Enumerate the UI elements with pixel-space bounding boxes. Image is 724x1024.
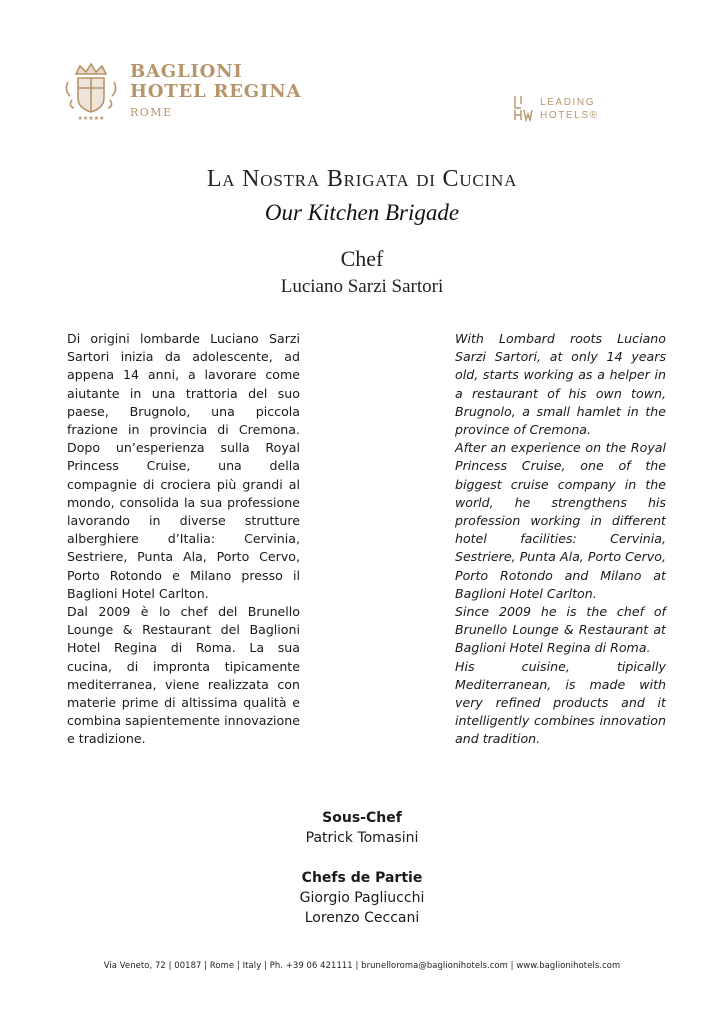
bio-english-paragraph: Since 2009 he is the chef of Brunello Lounge & Restaurant at Baglioni Hotel Regina di Roma. <box>455 604 666 656</box>
page-title-italian: La Nostra Brigata di Cucina <box>206 166 518 192</box>
bio-english-paragraph: His cuisine, tipically Mediterranean, is made with very refined products and it intelligently combines innovation and tradition. <box>455 658 666 747</box>
bio-english-paragraph: With Lombard roots Luciano Sarzi Sartori, at only 14 years old, starts working as a helper in a restaurant of his own town, Brugnolo, a small hamlet in the province of Cremona. <box>455 331 666 438</box>
chef-de-partie-name: Giorgio Pagliucchi <box>299 890 425 906</box>
chefs-de-partie-role: Chefs de Partie <box>301 870 423 886</box>
leading-hotels-icon <box>512 94 534 122</box>
bio-italian-paragraph: Dal 2009 è lo chef del Brunello Lounge & Restaurant del Baglioni Hotel Regina di Roma. La sua cucina, di impronta tipicamente mediterranea, viene realizzata con materie prime di altissima qualità e combina sapientemente innovazione e tradizione. <box>67 604 300 747</box>
footer-contact: Via Veneto, 72 | 00187 | Rome | Italy | Ph. +39 06 421111 | brunelloroma@baglionihotels.com | www.baglionihotels.com <box>103 960 621 970</box>
crest-icon <box>62 60 120 122</box>
brand-hotel: HOTEL REGINA <box>130 81 302 102</box>
baglioni-logo <box>62 58 312 128</box>
brand-text <box>130 62 301 119</box>
leading-hotels-text <box>540 96 599 122</box>
bio-italian-paragraph: Di origini lombarde Luciano Sarzi Sartori inizia da adolescente, ad appena 14 anni, a lavorare come aiutante in una trattoria del suo paese, Brugnolo, una piccola frazione in provincia di Cremona. Dopo un’esperienza sulla Royal Princess Cruise, una della compagnie di crociera più grandi al mondo, consolida la sua professione lavorando in diverse strutture alberghiere d’Italia: Cervinia, Sestriere, Punta Ala, Porto Cervo, Porto Rotondo e Milano presso il Baglioni Hotel Carlton. <box>67 331 300 601</box>
bio-english <box>455 330 666 749</box>
brand-city: ROME <box>130 106 173 119</box>
sous-chef-section <box>0 808 724 848</box>
sous-chef-name: Patrick Tomasini <box>305 830 419 846</box>
page-title-english: Our Kitchen Brigade <box>264 200 460 225</box>
svg-text:★★★★★: ★★★★★ <box>77 115 105 122</box>
sous-chef-role: Sous-Chef <box>322 810 402 826</box>
leading-line2: HOTELS® <box>540 110 599 121</box>
bio-english-paragraph: After an experience on the Royal Princess Cruise, one of the biggest cruise company in the world, he strengthens his profession working in different hotel facilities: Cervinia, Sestriere, Punta Ala, Porto Cervo, Porto Rotondo and Milano at Baglioni Hotel Carlton. <box>455 440 666 601</box>
bio-italian <box>67 330 300 749</box>
leading-line1: LEADING <box>540 97 596 108</box>
chef-de-partie-name: Lorenzo Ceccani <box>304 910 420 926</box>
chef-role: Chef <box>340 246 384 271</box>
leading-hotels-logo <box>512 94 612 124</box>
chefs-de-partie-section <box>0 868 724 928</box>
brand-name: BAGLIONI <box>130 61 243 82</box>
chef-name: Luciano Sarzi Sartori <box>280 276 444 297</box>
